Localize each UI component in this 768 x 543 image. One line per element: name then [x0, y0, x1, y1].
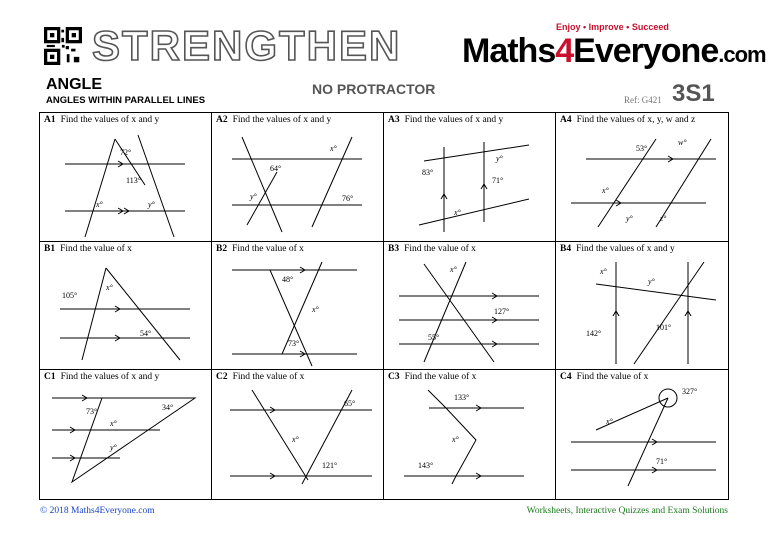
- svg-text:x°: x°: [106, 282, 113, 292]
- svg-text:x°: x°: [312, 304, 319, 314]
- diagram-a2: [212, 127, 384, 241]
- brand-tagline: Enjoy • Improve • Succeed: [556, 22, 669, 32]
- question-c3: [384, 370, 556, 499]
- svg-text:y°: y°: [648, 276, 655, 286]
- svg-text:327°: 327°: [682, 387, 698, 397]
- question-grid: [39, 112, 729, 500]
- svg-text:142°: 142°: [586, 328, 602, 338]
- svg-text:143°: 143°: [418, 461, 434, 471]
- topic-heading: ANGLE: [46, 76, 102, 93]
- diagram-c2: [212, 384, 384, 498]
- question-a3: [384, 113, 556, 242]
- svg-text:113°: 113°: [126, 176, 141, 185]
- copyright-footer: © 2018 Maths4Everyone.com: [40, 506, 155, 516]
- question-label: A4 Find the values of x, y, w and z: [560, 115, 696, 125]
- diagram-b3: [384, 256, 556, 370]
- tagline-footer: Worksheets, Interactive Quizzes and Exam Solutions: [526, 506, 728, 516]
- diagram-c1: [40, 384, 212, 498]
- question-label: C2 Find the value of x: [216, 372, 305, 383]
- subtopic-heading: ANGLES WITHIN PARALLEL LINES: [46, 95, 206, 106]
- svg-text:127°: 127°: [494, 306, 510, 316]
- question-b2: [212, 242, 384, 371]
- svg-text:x°: x°: [450, 264, 457, 274]
- question-c2: [212, 370, 384, 499]
- brand-name: Maths4Everyone.com: [462, 32, 766, 70]
- worksheet-code: 3S1: [672, 80, 715, 107]
- svg-text:x°: x°: [606, 417, 613, 427]
- question-b1: [40, 242, 212, 371]
- svg-text:71°: 71°: [656, 457, 668, 467]
- svg-text:y°: y°: [250, 192, 257, 201]
- brand-logo: [462, 18, 766, 70]
- question-label: C3 Find the value of x: [388, 372, 477, 383]
- svg-text:48°: 48°: [282, 274, 294, 284]
- svg-text:x°: x°: [292, 435, 299, 445]
- svg-text:y°: y°: [148, 200, 155, 209]
- svg-text:x°: x°: [602, 186, 609, 195]
- worksheet-level-title: STRENGTHEN: [92, 22, 402, 69]
- svg-text:72°: 72°: [120, 148, 132, 157]
- svg-text:y°: y°: [496, 154, 503, 163]
- diagram-a3: [384, 127, 556, 241]
- svg-text:73°: 73°: [288, 338, 300, 348]
- question-label: A3 Find the values of x and y: [388, 115, 504, 125]
- svg-text:x°: x°: [110, 419, 117, 429]
- svg-text:34°: 34°: [162, 403, 174, 413]
- qr-code-icon: [44, 27, 82, 65]
- svg-text:76°: 76°: [342, 194, 354, 203]
- svg-text:y°: y°: [626, 214, 633, 223]
- question-label: C4 Find the value of x: [560, 372, 649, 383]
- question-label: B3 Find the value of x: [388, 243, 476, 254]
- constraint-note: NO PROTRACTOR: [312, 81, 436, 97]
- svg-text:64°: 64°: [270, 164, 282, 173]
- diagram-c4: [556, 384, 728, 498]
- question-label: A1 Find the values of x and y: [44, 115, 160, 125]
- diagram-b2: [212, 256, 384, 370]
- question-a1: [40, 113, 212, 242]
- svg-text:71°: 71°: [492, 176, 504, 185]
- svg-text:x°: x°: [452, 435, 459, 445]
- diagram-b4: [556, 256, 728, 370]
- svg-text:z°: z°: [660, 214, 667, 223]
- diagram-a1: [40, 127, 212, 241]
- svg-text:83°: 83°: [422, 168, 434, 177]
- svg-text:x°: x°: [96, 200, 103, 209]
- worksheet-header: [0, 0, 768, 112]
- diagram-a4: [556, 127, 728, 241]
- question-b3: [384, 242, 556, 371]
- svg-text:133°: 133°: [454, 393, 470, 403]
- svg-text:w°: w°: [678, 138, 687, 147]
- question-label: A2 Find the values of x and y: [216, 115, 332, 125]
- svg-text:73°: 73°: [86, 407, 98, 417]
- question-a4: [556, 113, 728, 242]
- question-b4: [556, 242, 728, 371]
- diagram-b1: [40, 256, 212, 370]
- svg-text:121°: 121°: [322, 461, 338, 471]
- svg-text:65°: 65°: [344, 399, 356, 409]
- question-c1: [40, 370, 212, 499]
- reference-code: Ref: G421: [624, 95, 662, 105]
- question-c4: [556, 370, 728, 499]
- svg-text:55°: 55°: [428, 332, 440, 342]
- question-label: B2 Find the value of x: [216, 243, 304, 254]
- svg-text:101°: 101°: [656, 322, 672, 332]
- diagram-c3: [384, 384, 556, 498]
- svg-text:x°: x°: [330, 144, 337, 153]
- svg-text:53°: 53°: [636, 144, 648, 153]
- question-label: C1 Find the values of x and y: [44, 372, 160, 383]
- svg-text:105°: 105°: [62, 290, 78, 300]
- question-label: B1 Find the value of x: [44, 243, 132, 254]
- svg-text:y°: y°: [110, 443, 117, 453]
- svg-text:x°: x°: [600, 266, 607, 276]
- svg-text:54°: 54°: [140, 328, 152, 338]
- question-label: B4 Find the values of x and y: [560, 243, 675, 254]
- svg-text:x°: x°: [454, 208, 461, 217]
- question-a2: [212, 113, 384, 242]
